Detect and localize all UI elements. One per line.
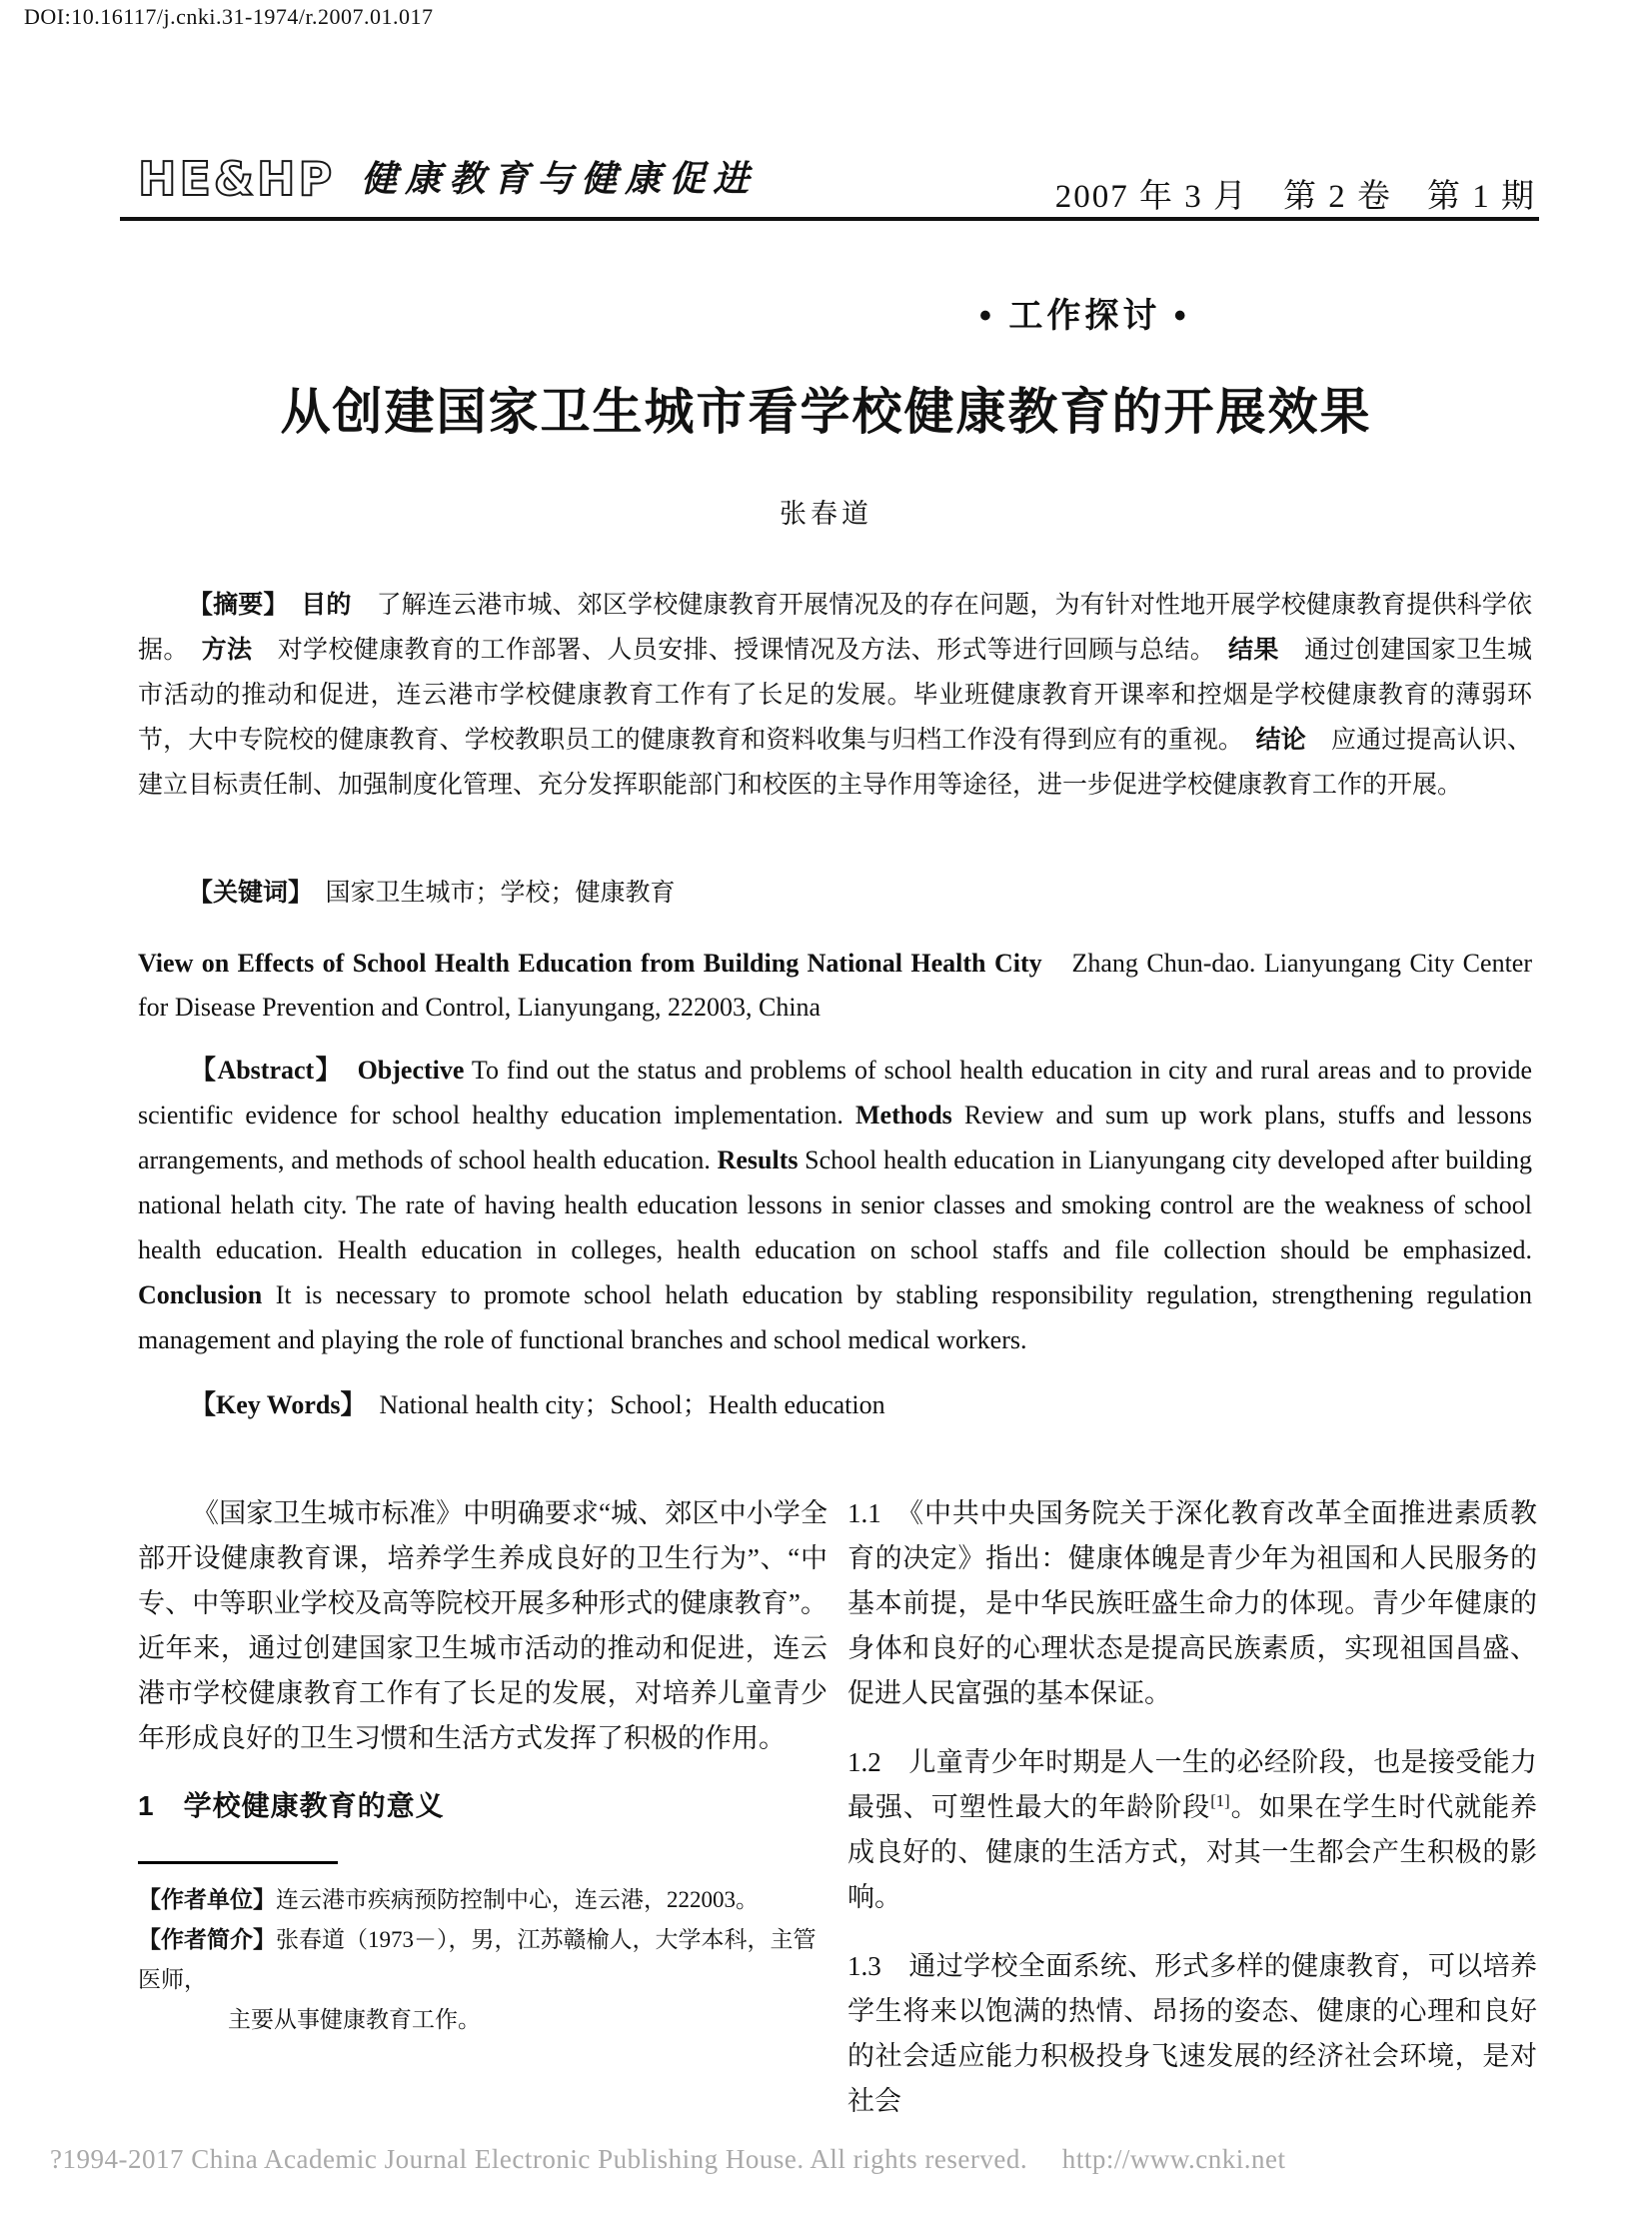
journal-header [138,152,758,206]
intro-paragraph: 《国家卫生城市标准》中明确要求“城、郊区中小学全部开设健康教育课，培养学生养成良好的卫生行为”、“中专、中等职业学校及高等院校开展多种形式的健康教育”。近年来，通过创建国家卫生城市活动的推动和促进，连云港市学校健康教育工作有了长足的发展，对培养儿童青少年形成良好的卫生习惯和生活方式发挥了积极的作用。 [138,1498,827,1753]
footnote-author-unit: 【作者单位】连云港市疾病预防控制中心，连云港，222003。 [138,1887,759,1912]
paragraph-1-2: 1.2 儿童青少年时期是人一生的必经阶段，也是接受能力最强、可塑性最大的年龄阶段[1]。如果在学生时代就能养成良好的、健康的生活方式，对其一生都会产生积极的影响。 [847,1747,1538,1912]
issue-info: 2007 年 3 月 第 2 卷 第 1 期 [1054,179,1536,215]
footnote-divider [138,1861,338,1864]
right-column [847,1491,1537,2124]
header-rule [120,217,1539,221]
section-1-heading: 1 学校健康教育的意义 [138,1790,445,1821]
left-column [138,1491,827,1828]
author-name: 张春道 [780,499,872,529]
keywords-cn: 【关键词】 国家卫生城市；学校；健康教育 [188,880,676,907]
copyright-footer: ?1994-2017 China Academic Journal Electronic Publishing House. All rights reserved. http://www.cnki.net [50,2144,1286,2174]
paragraph-1-3: 1.3 通过学校全面系统、形式多样的健康教育，可以培养学生将来以饱满的热情、昂扬的姿态、健康的心理和良好的社会适应能力积极投身飞速发展的经济社会环境，是对社会 [847,1951,1537,2116]
abstract-cn: 【摘要】 目的 了解连云港市城、郊区学校健康教育开展情况及的存在问题，为有针对性地开展学校健康教育提供科学依据。 方法 对学校健康教育的工作部署、人员安排、授课情况及方法、形式等进行回顾与总结。 结果 通过创建国家卫生城市活动的推动和促进，连云港市学校健康教育工作有了长足的发展。毕业班健康教育开课率和控烟是学校健康教育的薄弱环节，大中专院校的健康教育、学校教职员工的健康教育和资料收集与归档工作没有得到应有的重视。 结论 应通过提高认识、建立目标责任制、加强制度化管理、充分发挥职能部门和校医的主导作用等途径，进一步促进学校健康教育工作的开展。 [138,592,1532,799]
english-title: View on Effects of School Health Education from Building National Health City Zhang Chun-dao. Lianyungang City Center for Disease Prevention and Control, Lianyungang, 222003, China [138,949,1532,1022]
footnote-author-bio-line2: 主要从事健康教育工作。 [228,2007,481,2032]
article-title: 从创建国家卫生城市看学校健康教育的开展效果 [280,384,1372,440]
footnote-block [138,1861,837,2040]
abstract-en: 【Abstract】 Objective To find out the status and problems of school health education in city and rural areas and to provide scientific evidence for school healthy education implementation. Methods Review and sum up work plans, stuffs and lessons arrangements, and methods of school health education. Results School health education in Lianyungang city developed after building national helath city. The rate of having health education lessons in senior classes and smoking control are the weakness of school health education. Health education in colleges, health education on school staffs and file collection should be emphasized. Conclusion It is necessary to promote school helath education by stabling responsibility regulation, strengthening regulation management and playing the role of functional branches and school medical workers. [138,1056,1532,1354]
journal-logo: HE&HP [138,152,336,206]
paragraph-1-1: 1.1 《中共中央国务院关于深化教育改革全面推进素质教育的决定》指出：健康体魄是青少年为祖国和人民服务的基本前提，是中华民族旺盛生命力的体现。青少年健康的身体和良好的心理状态是提高民族素质，实现祖国昌盛、促进人民富强的基本保证。 [847,1498,1537,1708]
keywords-en: 【Key Words】 National health city；School；Health education [190,1390,885,1419]
journal-name: 健康教育与健康促进 [361,159,758,199]
section-column-label: • 工作探讨 • [979,297,1190,335]
footnote-author-bio-line1: 【作者简介】张春道（1973－），男，江苏赣榆人，大学本科，主管医师， [138,1927,817,1992]
doi-text: DOI:10.16117/j.cnki.31-1974/r.2007.01.017 [24,4,434,29]
